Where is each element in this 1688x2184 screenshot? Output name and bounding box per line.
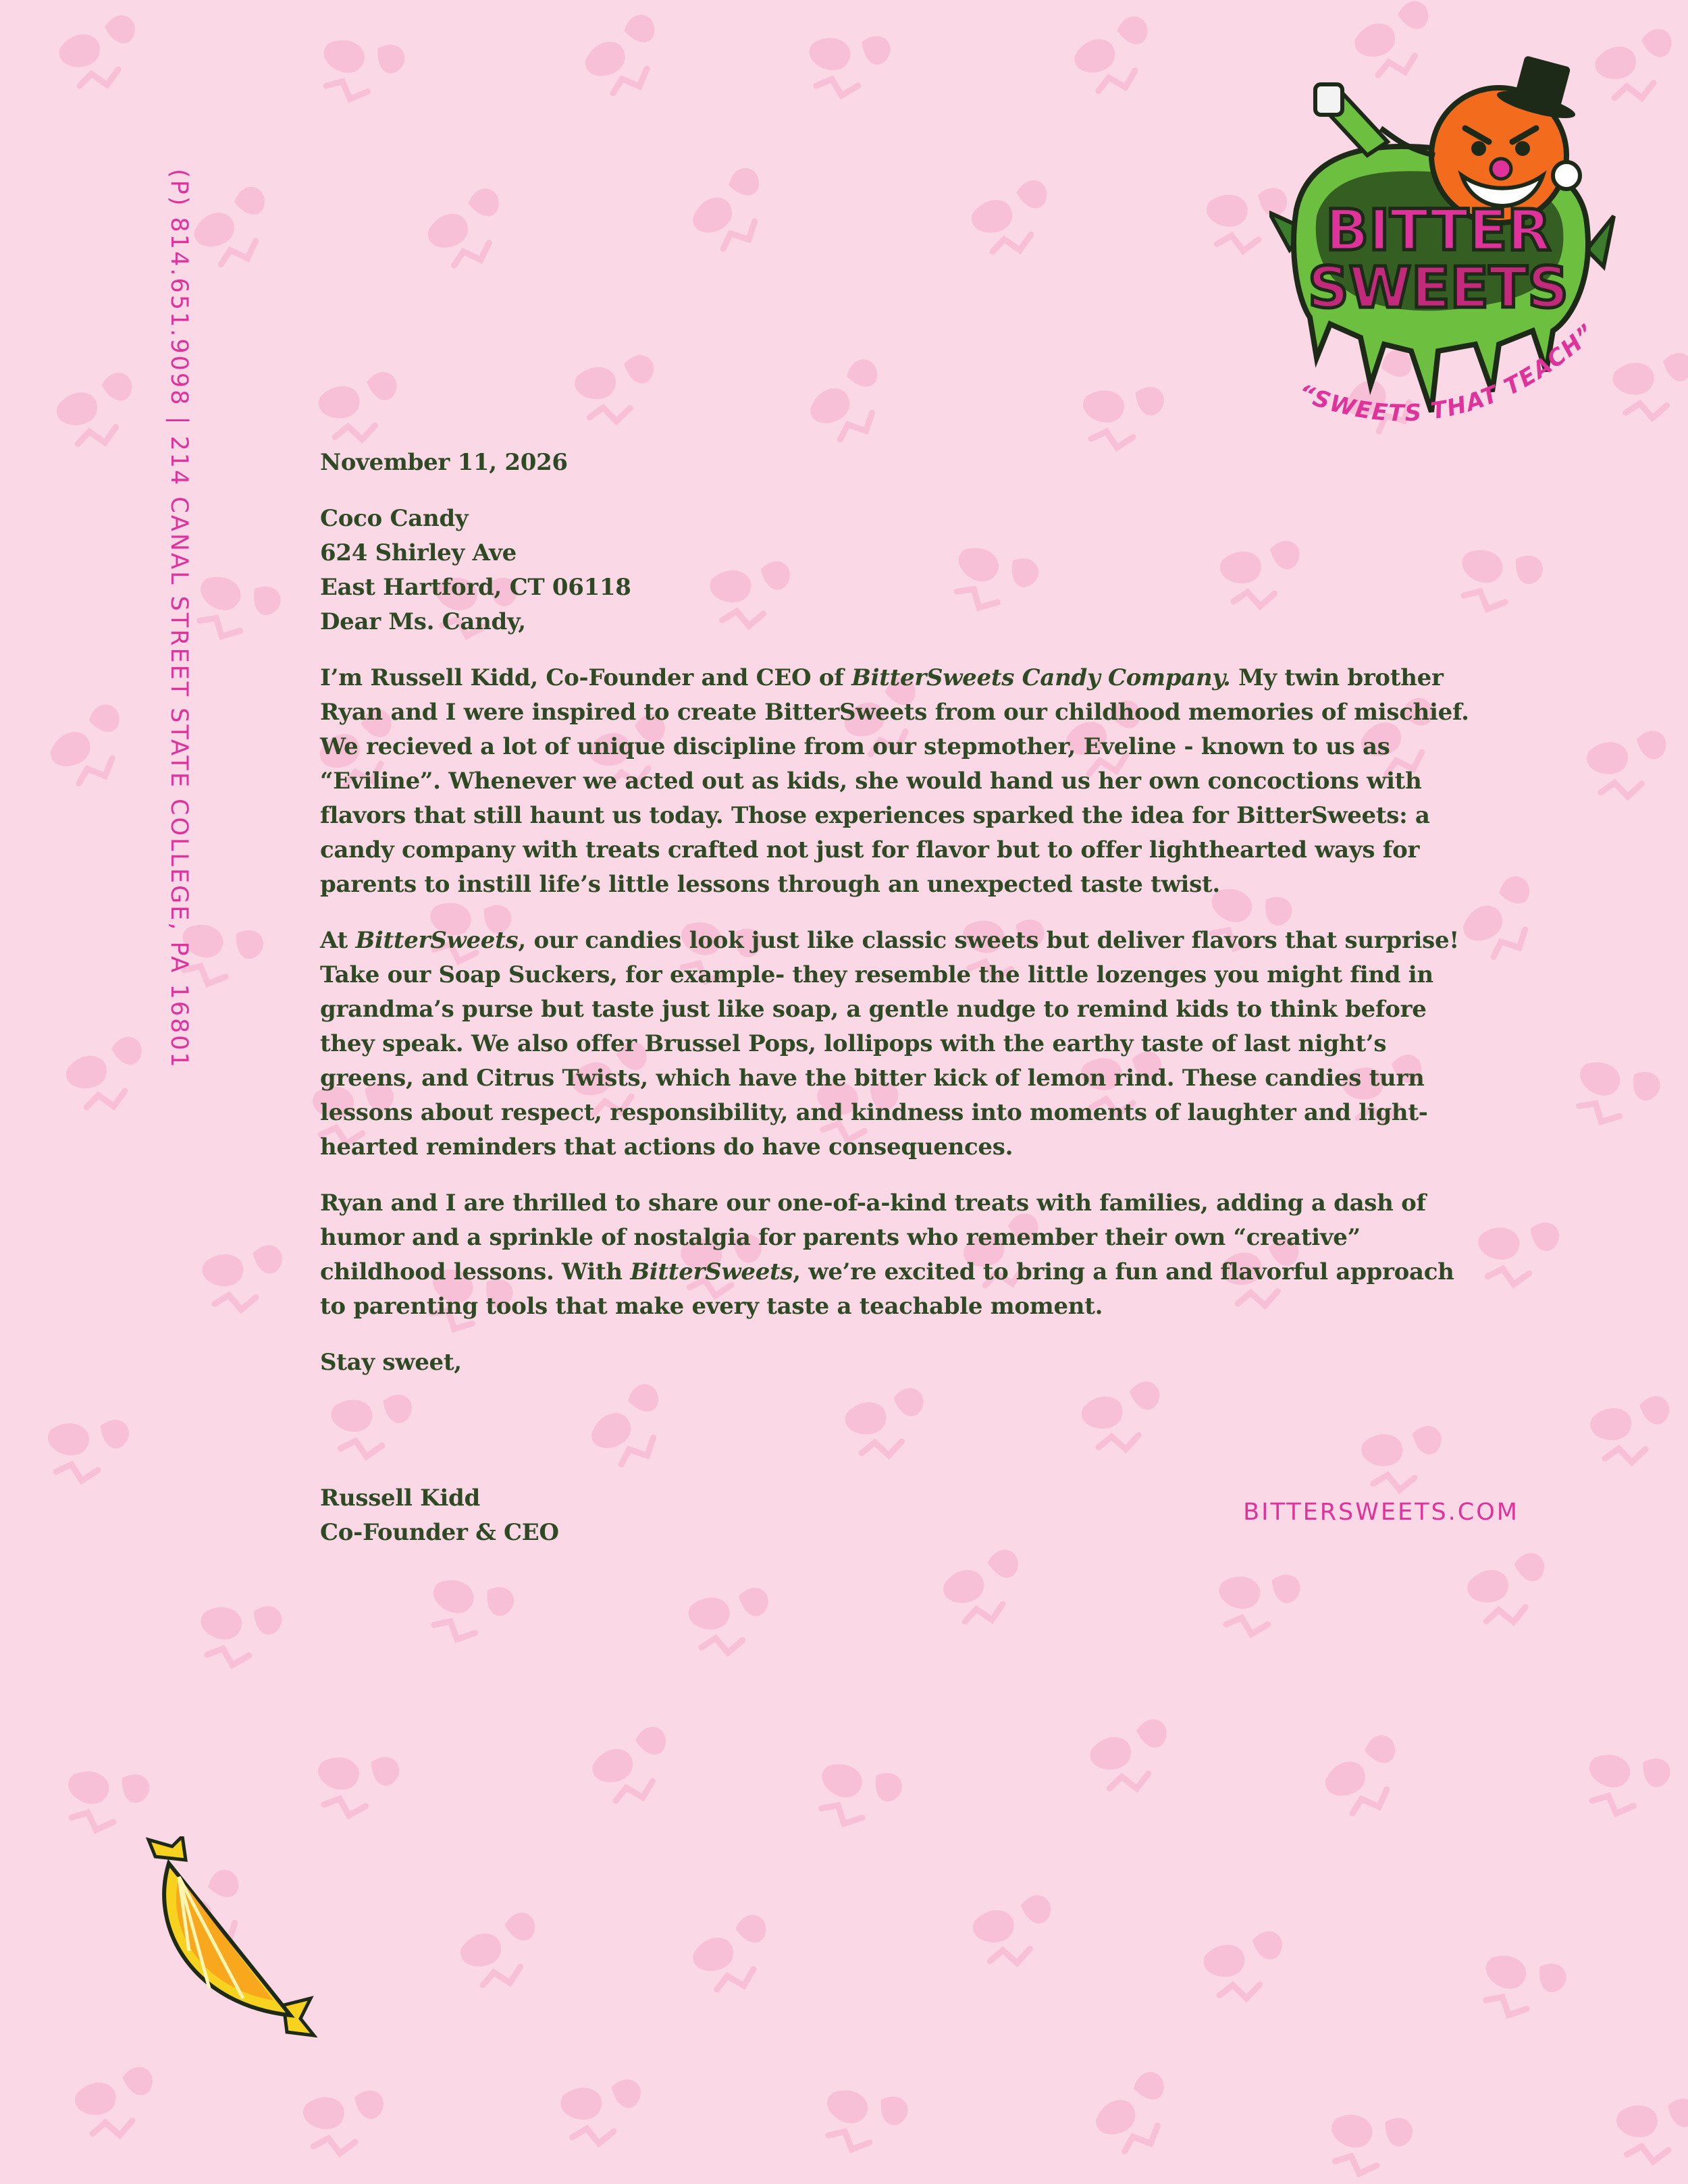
candy-face-motif bbox=[813, 2071, 912, 2164]
bittersweets-logo bbox=[1269, 47, 1620, 479]
candy-face-motif bbox=[799, 355, 899, 450]
paragraph-products: At BitterSweets, our candies look just like classic sweets but deliver flavors that surprise! Take our Soap Suckers, for example- they resemble the little lozenges you might find in grandma’s purse but taste just like soap, a gentle nudge to remind kids to think before they speak. We also offer Brussel Pops, lollipops with the earthy taste of last night’s greens, and Citrus Twists, which have the bitter kick of lemon rind. These candies turn lessons about respect, responsibility, and kindness into moments of laughter and light-hearted reminders that actions do have consequences. bbox=[320, 927, 1459, 1161]
salutation: Dear Ms. Candy, bbox=[320, 608, 526, 635]
candy-face-motif bbox=[454, 1910, 546, 1992]
brand-name: BitterSweets bbox=[630, 1258, 793, 1285]
candy-face-motif bbox=[972, 1894, 1054, 1965]
candy-face-motif bbox=[192, 1590, 285, 1675]
candy-face-motif bbox=[1465, 1552, 1550, 1626]
candy-face-motif bbox=[574, 354, 654, 422]
lemon-candy-icon bbox=[142, 1836, 317, 2039]
letter-body bbox=[320, 446, 1481, 1550]
candy-face-motif bbox=[1076, 373, 1167, 455]
candy-face-motif bbox=[61, 1035, 150, 1113]
candy-face-motif bbox=[1564, 1043, 1664, 1139]
candy-face-motif bbox=[967, 178, 1056, 257]
candy-face-motif bbox=[1577, 1736, 1674, 1827]
candy-face-motif bbox=[309, 1740, 402, 1826]
candy-face-motif bbox=[1067, 14, 1161, 99]
signer-title: Co-Founder & CEO bbox=[320, 1519, 559, 1546]
candy-face-motif bbox=[1585, 728, 1666, 798]
paragraph-intro: I’m Russell Kidd, Co-Founder and CEO of BitterSweets Candy Company. My twin brother Ryan and I were inspired to create BitterSweets from our childhood memories of mischief. We recieved a lot of unique discipline from our stepmother, Eveline - known to us as “Eviline”. Whenever we acted out as kids, she would hand us her own concoctions with flavors that still haunt us today. Those experiences sparked the idea for BitterSweets: a candy company with treats crafted not just for flavor but to offer lighthearted ways for parents to instill life’s little lessons through an unexpected taste twist. bbox=[320, 664, 1469, 898]
candy-face-motif bbox=[557, 2073, 642, 2147]
letter-date: November 11, 2026 bbox=[320, 449, 568, 476]
candy-face-motif bbox=[1319, 2096, 1416, 2184]
recipient-city: East Hartford, CT 06118 bbox=[320, 574, 631, 601]
candy-face-motif bbox=[73, 2066, 156, 2138]
candy-face-motif bbox=[317, 371, 398, 441]
candy-face-motif bbox=[1211, 1560, 1303, 1643]
candy-face-motif bbox=[298, 2081, 385, 2158]
candy-face-motif bbox=[311, 22, 408, 113]
candy-face-motif bbox=[41, 1406, 132, 1488]
candy-face-motif bbox=[184, 558, 285, 654]
candy-face-motif bbox=[686, 1583, 769, 1655]
candy-face-motif bbox=[56, 1753, 153, 1842]
candy-face-motif bbox=[686, 1912, 779, 1997]
candy-face-motif bbox=[1471, 1937, 1571, 2031]
candy-face-motif bbox=[419, 1561, 518, 1655]
candy-face-motif bbox=[1472, 1211, 1561, 1290]
brand-top-text: BITTER bbox=[1325, 197, 1551, 263]
candy-face-motif bbox=[681, 163, 781, 259]
candy-face-motif bbox=[1611, 2089, 1688, 2166]
candy-face-motif bbox=[185, 183, 282, 273]
candy-face-motif bbox=[1589, 1395, 1669, 1463]
recipient-name: Coco Candy bbox=[320, 505, 469, 532]
candy-face-motif bbox=[52, 371, 141, 450]
tagline-text: “SWEETS THAT TEACH” bbox=[1294, 318, 1602, 427]
candy-face-motif bbox=[199, 1240, 284, 1312]
candy-face-motif bbox=[1610, 348, 1688, 421]
brand-name: BitterSweets bbox=[355, 927, 519, 954]
candy-face-motif bbox=[1316, 1732, 1413, 1822]
candy-face-motif bbox=[1085, 2068, 1184, 2161]
candy-face-motif bbox=[806, 1745, 907, 1840]
brand-bottom-text: SWEETS bbox=[1308, 255, 1568, 321]
closing-line: Stay sweet, bbox=[320, 1349, 462, 1376]
website-link[interactable]: BITTERSWEETS.COM bbox=[1243, 1499, 1519, 1526]
signer-name: Russell Kidd bbox=[320, 1485, 480, 1512]
candy-face-motif bbox=[938, 1547, 1028, 1628]
recipient-street: 624 Shirley Ave bbox=[320, 539, 517, 566]
paragraph-closing: Ryan and I are thrilled to share our one-of-a-kind treats with families, adding a dash of humor and a sprinkle of nostalgia for parents who remember their own “creative” childhood lessons. With BitterSweets, we’re excited to bring a fun and flavorful approach to parenting tools that make every taste a teachable moment. bbox=[320, 1190, 1454, 1320]
candy-face-motif bbox=[575, 11, 673, 102]
candy-face-motif bbox=[419, 185, 515, 273]
company-name: BitterSweets Candy Company. bbox=[851, 664, 1231, 691]
candy-face-motif bbox=[55, 14, 143, 92]
candy-face-motif bbox=[585, 1724, 678, 1808]
candy-face-motif bbox=[1086, 1718, 1173, 1794]
candy-face-motif bbox=[1203, 1931, 1283, 1999]
candy-face-motif bbox=[40, 700, 138, 792]
recipient-block bbox=[320, 502, 1481, 639]
contact-sidebar: (P) 814.651.9098 | 214 CANAL STREET STATE COLLEGE, PA 16801 bbox=[165, 169, 192, 1069]
candy-face-motif bbox=[801, 21, 893, 105]
